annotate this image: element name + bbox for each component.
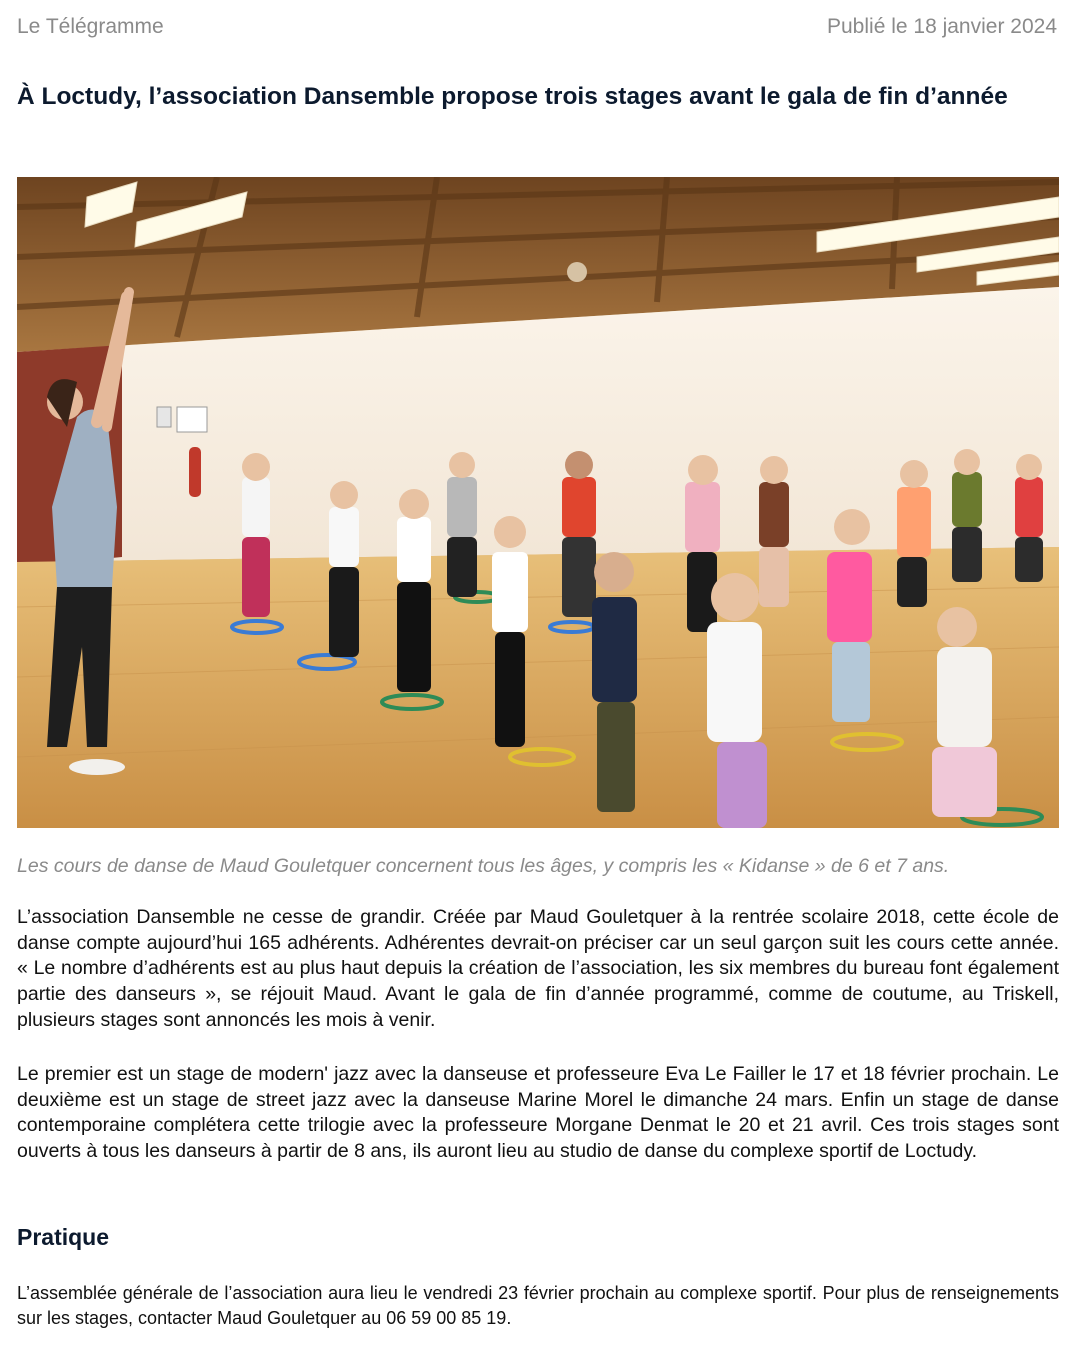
photo-caption: Les cours de danse de Maud Gouletquer concernent tous les âges, y compris les « Kidanse » de 6 et 7 ans. <box>17 855 950 877</box>
article-title: À Loctudy, l’association Dansemble propose trois stages avant le gala de fin d’année <box>17 83 1008 110</box>
publication-date: Publié le 18 janvier 2024 <box>827 15 1057 38</box>
practical-heading: Pratique <box>17 1224 110 1250</box>
dance-class-photo <box>17 177 1059 828</box>
article-paragraph: L’association Dansemble ne cesse de grandir. Créée par Maud Gouletquer à la rentrée scolaire 2018, cette école de danse compte aujourd’hui 165 adhérents. Adhérentes devrait-on préciser car un seul garçon suit les cours cette année. « Le nombre d’adhérents est au plus haut depuis la création de l’association, les six membres du bureau font également partie des danseurs », se réjouit Maud. Avant le gala de fin d’année programmé, comme de coutume, au Triskell, plusieurs stages sont annoncés les mois à venir. <box>17 906 1059 1031</box>
newspaper-name: Le Télégramme <box>17 15 164 38</box>
article-paragraph: Le premier est un stage de modern' jazz avec la danseuse et professeure Eva Le Failler le 17 et 18 février prochain. Le deuxième est un stage de street jazz avec la danseuse Marine Morel le dimanche 24 mars. Enfin un stage de danse contemporaine complétera cette trilogie avec la professeure Morgane Denmat le 20 et 21 avril. Ces trois stages sont ouverts à tous les danseurs à partir de 8 ans, ils auront lieu au studio de danse du complexe sportif de Loctudy. <box>17 1063 1059 1163</box>
article-photo <box>17 177 1059 828</box>
practical-info: L’assemblée générale de l’association aura lieu le vendredi 23 février prochain au complexe sportif. Pour plus de renseignements sur les stages, contacter Maud Gouletquer au 06 59 00 85 19. <box>17 1283 1059 1328</box>
article-header <box>17 15 1059 41</box>
